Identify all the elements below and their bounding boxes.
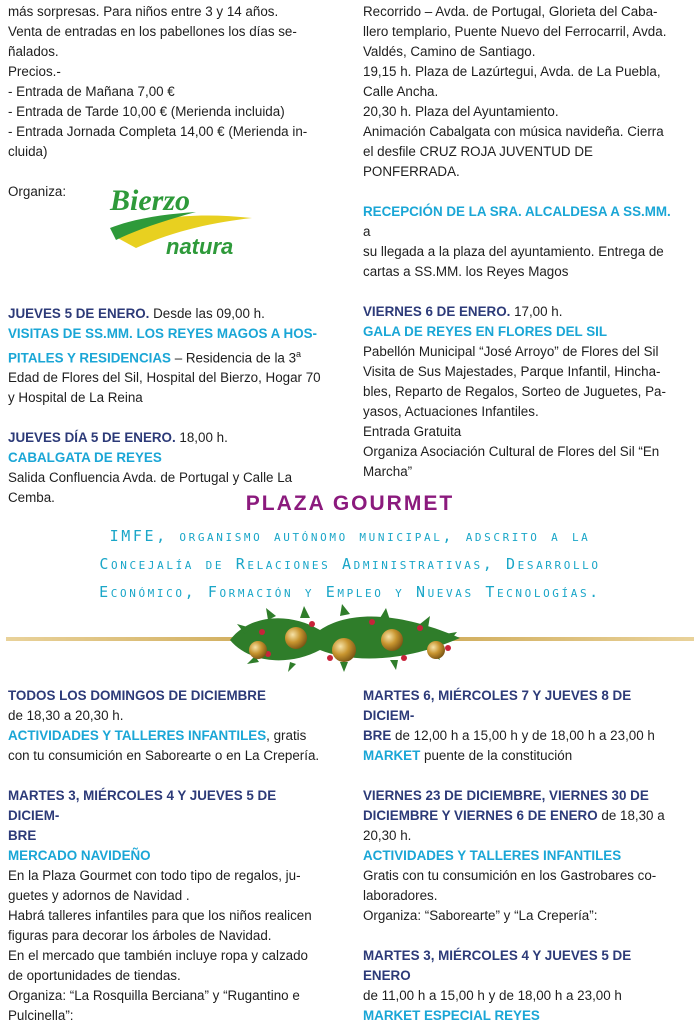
event-title: MARKET — [363, 748, 421, 763]
event-time: de 11,00 h a 15,00 h y de 18,00 h a 23,00 h — [363, 988, 622, 1003]
intro-line: ñalados. — [8, 44, 59, 59]
event-text: puente de la constitución — [420, 748, 573, 763]
christmas-garland-divider — [0, 604, 700, 674]
event-text: Pulcinella”: — [8, 1008, 74, 1023]
event-text: Organiza Asociación Cultural de Flores del Sil “En — [363, 444, 660, 459]
event-text: Habrá talleres infantiles para que los niños realicen — [8, 908, 312, 923]
section-title: PLAZA GOURMET — [245, 492, 455, 515]
route-line: Calle Ancha. — [363, 84, 439, 99]
column-right-bottom — [363, 686, 681, 1026]
column-right-top — [363, 2, 681, 482]
event-text: laboradores. — [363, 888, 438, 903]
event-title: PITALES Y RESIDENCIAS — [8, 350, 171, 366]
price-item: - Entrada de Tarde 10,00 € (Merienda incluida) — [8, 104, 285, 119]
route-line: el desfile CRUZ ROJA JUVENTUD DE PONFERRADA. — [363, 144, 593, 179]
event-text: Organiza: “La Rosquilla Berciana” y “Rugantino e — [8, 988, 300, 1003]
event-text: Edad de Flores del Sil, Hospital del Bierzo, Hogar 70 — [8, 370, 321, 386]
event-text: yasos, Actuaciones Infantiles. — [363, 404, 539, 419]
event-title: CABALGATA DE REYES — [8, 450, 162, 466]
event-date: MARTES 6, MIÉRCOLES 7 Y JUEVES 8 DE DICIEM- — [363, 688, 632, 723]
event-time: Desde las 09,00 h. — [149, 306, 265, 321]
logo-word-1: Bierzo — [110, 184, 191, 217]
route-line: Animación Cabalgata con música navideña. Cierra — [363, 124, 664, 139]
event-text: bles, Reparto de Regalos, Sorteo de Juguetes, Pa- — [363, 384, 666, 399]
event-text: Cemba. — [8, 490, 55, 506]
event-time: de 12,00 h a 15,00 h y de 18,00 h a 23,00 h — [391, 728, 655, 743]
event-text: a — [363, 224, 371, 239]
event-date: MARTES 3, MIÉRCOLES 4 Y JUEVES 5 DE DICIEM- — [8, 788, 277, 823]
event-text: – Residencia de la 3 — [170, 350, 297, 366]
organiza-label: Organiza: — [8, 184, 67, 199]
event-time: de 18,30 a — [597, 808, 665, 823]
event-time: de 18,30 a 20,30 h. — [8, 708, 124, 723]
route-line: Valdés, Camino de Santiago. — [363, 44, 536, 59]
event-title: MERCADO NAVIDEÑO — [8, 848, 151, 863]
event-text: Pabellón Municipal “José Arroyo” de Flores del Sil — [363, 344, 659, 359]
event-text: cartas a SS.MM. los Reyes Magos — [363, 264, 569, 279]
event-text: Visita de Sus Majestades, Parque Infantil, Hincha- — [363, 364, 661, 379]
event-date: MARTES 3, MIÉRCOLES 4 Y JUEVES 5 DE ENERO — [363, 948, 632, 983]
event-text: y Hospital de La Reina — [8, 390, 143, 406]
event-text: su llegada a la plaza del ayuntamiento. Entrega de — [363, 244, 664, 259]
event-date: BRE — [363, 728, 392, 743]
event-time: 18,00 h. — [175, 430, 228, 446]
event-text: En el mercado que también incluye ropa y calzado — [8, 948, 308, 963]
event-text: Organiza: “Saborearte” y “La Crepería”: — [363, 908, 598, 923]
event-time: 20,30 h. — [363, 828, 412, 843]
route-line: 19,15 h. Plaza de Lazúrtegui, Avda. de La Puebla, — [363, 64, 661, 79]
price-item: cluida) — [8, 144, 48, 159]
column-left-top — [8, 2, 328, 508]
event-text: En la Plaza Gourmet con todo tipo de regalos, ju- — [8, 868, 301, 883]
event-text: Salida Confluencia Avda. de Portugal y Calle La — [8, 470, 293, 486]
event-date: JUEVES DÍA 5 DE ENERO. — [8, 430, 176, 446]
event-text: de oportunidades de tiendas. — [8, 968, 181, 983]
event-date: VIERNES 6 DE ENERO. — [363, 304, 511, 319]
event-text: Entrada Gratuita — [363, 424, 462, 439]
route-line: Recorrido – Avda. de Portugal, Glorieta del Caba- — [363, 4, 658, 19]
imfe-line: Concejalía de Relaciones Administrativas, Desarrollo — [99, 555, 601, 573]
event-title: ACTIVIDADES Y TALLERES INFANTILES — [363, 848, 622, 863]
event-text: Gratis con tu consumición en los Gastrobares co- — [363, 868, 657, 883]
event-title: VISITAS DE SS.MM. LOS REYES MAGOS A HOS- — [8, 326, 318, 341]
event-text: guetes y adornos de Navidad . — [8, 888, 190, 903]
route-line: 20,30 h. Plaza del Ayuntamiento. — [363, 104, 559, 119]
event-time: 17,00 h. — [510, 304, 563, 319]
event-text: figuras para decorar los árboles de Navidad. — [8, 928, 272, 943]
route-line: llero templario, Puente Nuevo del Ferrocarril, Avda. — [363, 24, 667, 39]
price-item: - Entrada de Mañana 7,00 € — [8, 84, 175, 99]
event-title: RECEPCIÓN DE LA SRA. ALCALDESA A SS.MM. — [363, 204, 671, 219]
event-title: GALA DE REYES EN FLORES DEL SIL — [363, 324, 608, 339]
event-date: VIERNES 23 DE DICIEMBRE, VIERNES 30 DE — [363, 788, 649, 803]
logo-word-2: natura — [166, 234, 234, 259]
column-left-bottom — [8, 686, 328, 1026]
bierzo-natura-logo — [106, 178, 256, 264]
event-text: con tu consumición en Saborearte o en La Crepería. — [8, 748, 320, 763]
event-date: TODOS LOS DOMINGOS DE DICIEMBRE — [8, 688, 266, 703]
event-sup: a — [296, 349, 302, 359]
imfe-line: Económico, Formación y Empleo y Nuevas Tecnologías. — [99, 583, 601, 601]
intro-line: Venta de entradas en los pabellones los días se- — [8, 24, 297, 39]
imfe-description — [10, 522, 690, 606]
event-date: DICIEMBRE Y VIERNES 6 DE ENERO — [363, 808, 598, 823]
prices-label: Precios.- — [8, 64, 61, 79]
event-date: JUEVES 5 DE ENERO. — [8, 306, 150, 321]
price-item: - Entrada Jornada Completa 14,00 € (Merienda in- — [8, 124, 308, 139]
event-title: MARKET ESPECIAL REYES — [363, 1008, 540, 1023]
event-date: BRE — [8, 828, 37, 843]
event-title: ACTIVIDADES Y TALLERES INFANTILES — [8, 728, 267, 743]
event-text: , gratis — [266, 728, 307, 743]
imfe-line: IMFE, organismo autónomo municipal, adscrito a la — [109, 527, 591, 545]
intro-line: más sorpresas. Para niños entre 3 y 14 años. — [8, 4, 279, 19]
event-text: Marcha” — [363, 464, 413, 479]
